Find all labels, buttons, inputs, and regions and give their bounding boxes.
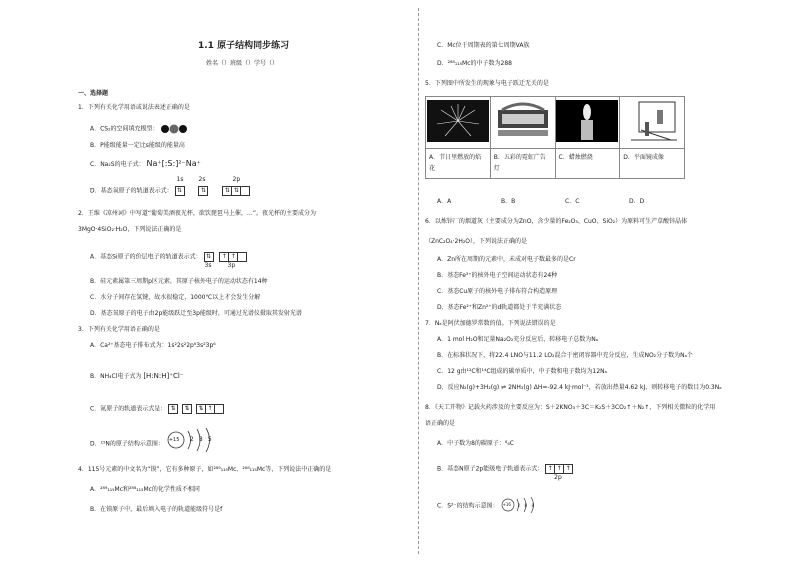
nitrogen-orbital-diagram: ⇅ ⇅ ⇅ ↑ <box>168 406 224 413</box>
q3-option-b-text: B．NH₄Cl电子式为 <box>90 373 142 380</box>
q4-option-d: D．²⁸⁸₁₁₅Mc的中子数为288 <box>437 60 512 67</box>
q5-answer-b: B．B <box>501 198 516 205</box>
q3-stem: 3．下列有关化学用语正确的是 <box>78 326 160 333</box>
q5-caption-b: B．五彩的霓虹广告灯 <box>490 149 555 179</box>
n15-structure-diagram <box>166 434 226 454</box>
s2-shell-3: 8 <box>531 503 535 508</box>
q7-option-b: B．在标准状况下，将22.4 LNO与11.2 LO₂混合于密闭容器中充分反应，生成NO₂分子数为Nₐ个 <box>437 352 693 359</box>
q4-option-a: A．²⁸⁹₁₁₅Mc和²⁸⁸₁₁₅Mc的化学性质不相同 <box>90 486 200 493</box>
q3-option-b <box>90 372 183 381</box>
cs2-model-image <box>160 124 190 134</box>
q2-stem-2: 3MgO·4SiO₂·H₂O，下列说法正确的是 <box>78 226 182 233</box>
s2-structure-diagram <box>501 498 545 514</box>
q6-stem: 6．以炼锌厂的烟道灰（主要成分为ZnO，含少量的Fe₂O₃、CuO、SiO₂）为原料可生产草酸锌晶体 <box>425 218 688 225</box>
orbital-label-2p: 2p <box>232 176 241 183</box>
q6-option-a: A．Zn所在周期的元素中，未成对电子数最多的是Cr <box>437 256 576 263</box>
q1-option-d <box>90 176 250 196</box>
q7-option-d: D．反应N₂(g)+3H₂(g) ⇌ 2NH₃(g) ΔH=-92.4 kJ·mol⁻¹，若放出热量4.62 kJ，则转移电子的数目为0.3Nₐ <box>437 384 722 391</box>
q5-caption-c: C．蜡烛燃烧 <box>555 149 620 179</box>
q4-option-b: B．在镆原子中，最后填入电子的轨道能级符号是f <box>90 506 223 513</box>
neon-sign-image <box>492 100 554 142</box>
shell-3: 5 <box>207 436 212 443</box>
q7-stem: 7．Nₐ是阿伏加德罗常数的值。下列说法错误的是 <box>425 320 556 327</box>
q6-option-b: B．基态Fe³⁺的核外电子空间运动状态有24种 <box>437 272 558 279</box>
candle-image <box>556 100 618 142</box>
q5-image-a <box>426 97 491 149</box>
q8-option-c <box>437 498 545 514</box>
q1-option-b: B．P能级能量一定比s能级的能量高 <box>90 142 185 149</box>
q8-option-b-text: B．基态N原子2p能级电子轨道表示式： <box>437 465 544 473</box>
q4-stem: 4．115号元素的中文名为“镆”，它有多种原子，如²⁸⁹₁₁₅Mc、²⁸⁸₁₁₅Mc等，下列说法中正确的是 <box>78 466 332 473</box>
q8-option-a: A．中子数为8的碳原子：⁸₆C <box>437 440 514 447</box>
q3-option-c-text: C．氮原子的轨道表示式是： <box>90 405 167 413</box>
orbital-label-2p-n: 2p <box>554 474 562 481</box>
q5-answer-c: C．C <box>565 198 580 205</box>
q5-image-c <box>555 97 620 149</box>
orbital-label-3s: 3s <box>204 262 212 269</box>
q6-option-c: C．基态Cu原子的核外电子排布符合构造原理 <box>437 288 558 295</box>
q1-option-a <box>90 124 190 134</box>
page-title: 1.1 原子结构同步练习 <box>198 41 290 51</box>
q7-option-c: C．12 g由¹²C和¹⁴C组成的碳单质中，中子数和电子数均为12Nₐ <box>437 368 608 375</box>
q5-answer-a: A．A <box>437 198 452 205</box>
q2-option-c: C．水分子间存在氢键，故水很稳定，1000℃以上才会发生分解 <box>90 294 261 301</box>
q8-option-b <box>437 464 573 481</box>
mirror-image <box>621 100 683 142</box>
nh4cl-formula: [H:N:H]⁺Cl⁻ <box>143 372 184 380</box>
q6-stem-2: （ZnC₂O₄·2H₂O），下列说法正确的是 <box>425 238 528 245</box>
q2-option-d: D．基态氧原子的电子由2p能级跃迁至3p能级时，可通过光谱仪摄取其发射光谱 <box>90 310 302 317</box>
nucleus-charge: +15 <box>168 437 180 443</box>
orbital-label-3p: 3p <box>227 262 236 269</box>
s2-shell-2: 8 <box>524 503 528 508</box>
q6-option-d: D．基态Fe²⁺和Zn²⁺的d轨道都处于半充满状态 <box>437 304 562 311</box>
q2-option-b: B．硅元素属第三周期p区元素，其原子核外电子的运动状态有14种 <box>90 278 268 285</box>
s2-nucleus-charge: +16 <box>502 502 511 507</box>
q2-option-a-text: A．基态Si原子的价层电子的轨道表示式： <box>90 253 202 261</box>
shell-1: 2 <box>189 436 194 443</box>
q1-option-a-text: A．CS₂的空间填充模型： <box>90 125 159 133</box>
q7-option-a: A．1 mol H₂O和足量Na₂O₂充分反应后，转移电子总数为Nₐ <box>437 336 599 343</box>
section-heading: 一、选择题 <box>78 90 109 97</box>
q1-option-c <box>90 160 201 169</box>
q3-option-d-text: D．¹⁵N的原子结构示意图： <box>90 440 164 448</box>
s2-shell-1: 2 <box>517 503 521 508</box>
student-info: 姓名（）班级（）学号（） <box>206 60 279 67</box>
q8-stem: 8．《天工开物》记载火药涉及的主要反应为：S＋2KNO₃＋3C＝K₂S＋3CO₂↑＋N₂↑，下列相关微粒的化学用 <box>425 404 716 411</box>
q3-option-c <box>90 404 224 414</box>
n-2p-orbital-diagram: ↑ ↑ ↑ 2p <box>545 464 573 474</box>
fireworks-image <box>427 100 489 142</box>
q5-stem: 5．下列图中所发生的现象与电子跃迁无关的是 <box>425 80 549 87</box>
orbital-label-1s: 1s <box>176 176 184 183</box>
q1-stem: 1．下列有关化学用语或说法表述正确的是 <box>78 104 190 111</box>
q3-option-d <box>90 434 226 454</box>
q5-image-table <box>425 96 685 179</box>
orbital-label-2s: 2s <box>198 176 206 183</box>
q5-image-b <box>490 97 555 149</box>
q5-caption-a: A．节日里燃放的焰花 <box>426 149 491 179</box>
q1-option-c-text: C．Na₂S的电子式： <box>90 161 145 168</box>
q8-stem-2: 语正确的是 <box>425 420 456 427</box>
column-divider <box>418 8 419 554</box>
q1-option-d-text: D．基态氧原子的轨道表示式： <box>90 187 173 195</box>
q8-option-c-text: C．S²⁻的结构示意图： <box>437 502 499 510</box>
q5-image-d <box>620 97 685 149</box>
oxygen-orbital-diagram: 1s 2s 2p ⇅ ⇅ ⇅ ⇅ <box>175 186 251 196</box>
q5-answer-d: D．D <box>629 198 645 205</box>
si-orbital-diagram: ⇅ ↑ ↑ 3s 3p <box>204 252 248 262</box>
shell-2: 8 <box>198 436 203 443</box>
q5-caption-d: D．平面镜成像 <box>620 149 685 179</box>
q2-option-a <box>90 252 247 269</box>
q4-option-c: C．Mc位于周期表的第七周期VA族 <box>437 42 530 49</box>
q3-option-a: A．Ca²⁺基态电子排布式为：1s²2s²2p⁶3s²3p⁶ <box>90 342 216 349</box>
q2-stem: 2．王维《凉州词》中写道“葡萄美酒夜光杯，欲饮琵琶马上催，…”。夜光杯的主要成分为 <box>78 210 317 217</box>
na2s-formula: Na⁺[:S:]²⁻Na⁺ <box>146 159 201 168</box>
